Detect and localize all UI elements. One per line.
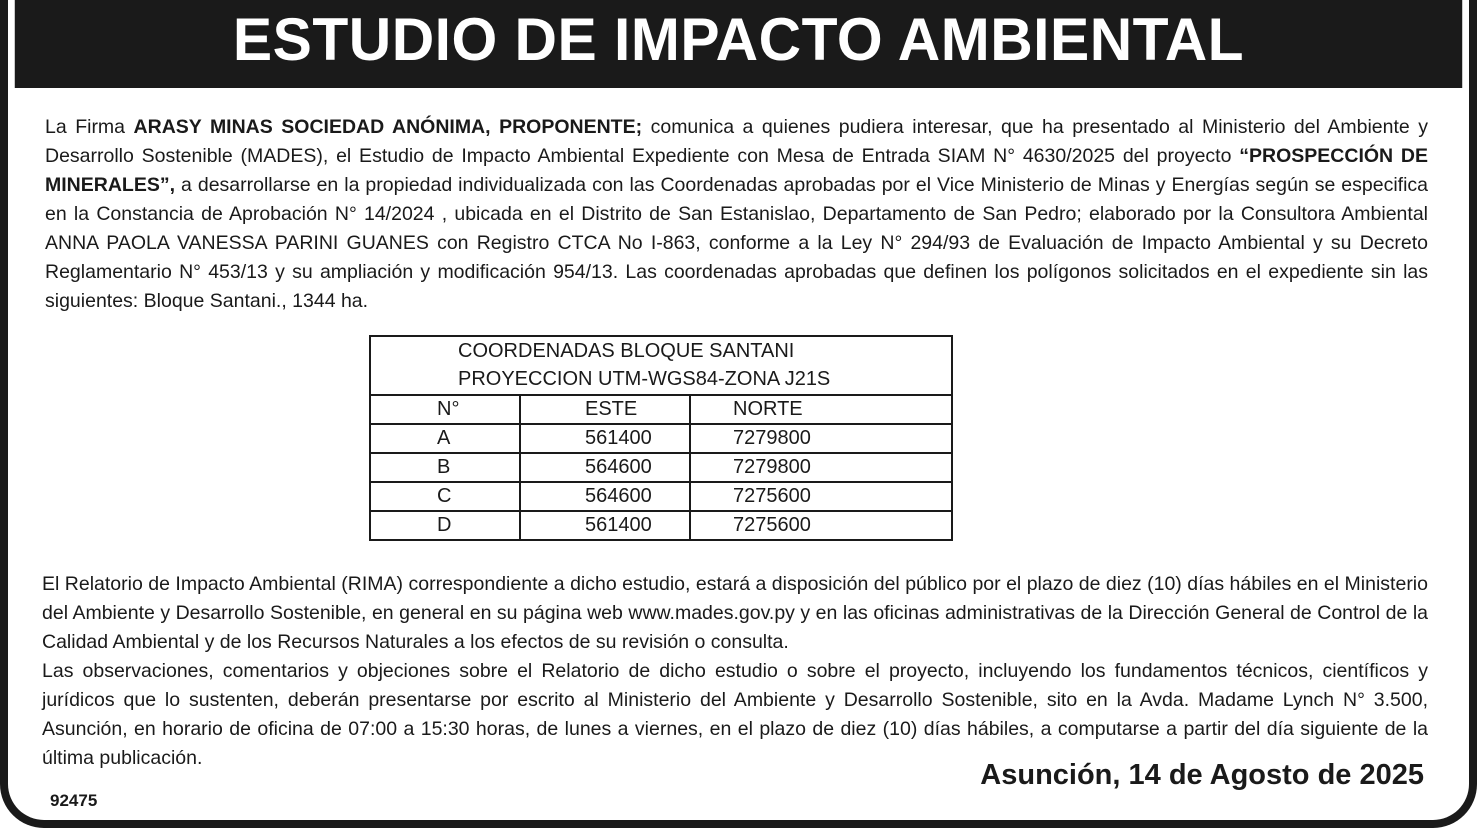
notice-title: ESTUDIO DE IMPACTO AMBIENTAL — [15, 0, 1462, 88]
este-value: 561400 — [520, 424, 690, 453]
table-row — [370, 424, 952, 453]
table-title-line-1: COORDENADAS BLOQUE SANTANI — [370, 336, 952, 365]
column-header-este: ESTE — [520, 395, 690, 424]
column-header-number: N° — [370, 395, 520, 424]
intro-paragraph — [45, 113, 1428, 316]
este-value: 564600 — [520, 482, 690, 511]
observations-paragraph: Las observaciones, comentarios y objeciones sobre el Relatorio de dicho estudio o sobre el proyecto, incluyendo los fundamentos técnicos, científicos y jurídicos que lo sustenten, deberán presentarse por escrito al Ministerio del Ambiente y Desarrollo Sostenible, sito en la Avda. Madame Lynch N° 3.500, Asunción, en horario de oficina de 07:00 a 15:30 horas, de lunes a viernes, en el plazo de diez (10) días hábiles, a computarse a partir del día siguiente de la última publicación. — [42, 660, 1428, 769]
este-value: 561400 — [520, 511, 690, 540]
norte-value: 7275600 — [690, 511, 952, 540]
column-header-norte: NORTE — [690, 395, 952, 424]
point-label: A — [370, 424, 520, 453]
intro-text-1: La Firma — [45, 116, 134, 138]
company-name: ARASY MINAS SOCIEDAD ANÓNIMA, PROPONENTE; — [133, 116, 643, 138]
point-label: B — [370, 453, 520, 482]
reference-number: 92475 — [50, 791, 98, 810]
rima-paragraph: El Relatorio de Impacto Ambiental (RIMA) correspondiente a dicho estudio, estará a disposición del público por el plazo de diez (10) días hábiles en el Ministerio del Ambiente y Desarrollo Sostenible, en general en su página web www.mades.gov.py y en las oficinas administrativas de la Dirección General de Control de la Calidad Ambiental y de los Recursos Naturales a los efectos de su revisión o consulta. — [42, 573, 1428, 653]
project-name: “PROSPECCIÓN DE MINERALES”, — [45, 145, 1428, 196]
norte-value: 7279800 — [690, 453, 952, 482]
intro-text-2: comunica a quienes pudiera interesar, que ha presentado al Ministerio del Ambiente y Desarrollo Sostenible (MADES), el Estudio de Impacto Ambiental Expediente con Mesa de Entrada SIAM N° 4630/2025 del proyecto — [45, 116, 1429, 167]
publication-date: Asunción, 14 de Agosto de 2025 — [980, 759, 1424, 791]
norte-value: 7275600 — [690, 482, 952, 511]
norte-value: 7279800 — [690, 424, 952, 453]
table-row — [370, 511, 952, 540]
este-value: 564600 — [520, 453, 690, 482]
table-row — [370, 482, 952, 511]
table-row — [370, 453, 952, 482]
point-label: C — [370, 482, 520, 511]
intro-text-3: a desarrollarse en la propiedad individualizada con las Coordenadas aprobadas por el Vice Ministerio de Minas y Energías según se especifica en la Constancia de Aprobación N° 14/2024 , ubicada en el Distrito de San Estanislao, Departamento de San Pedro; elaborado por la Consultora Ambiental ANNA PAOLA VANESSA PARINI GUANES con Registro CTCA No I-863, conforme a la Ley N° 294/93 de Evaluación de Impacto Ambiental y su Decreto Reglamentario N° 453/13 y su ampliación y modificación 954/13. Las coordenadas aprobadas que definen los polígonos solicitados en el expediente sin las siguientes: Bloque Santani., 1344 ha. — [45, 174, 1428, 312]
table-header-row — [370, 395, 952, 424]
coordinates-table — [369, 335, 953, 541]
table-title-line-2: PROYECCION UTM-WGS84-ZONA J21S — [370, 365, 952, 395]
point-label: D — [370, 511, 520, 540]
